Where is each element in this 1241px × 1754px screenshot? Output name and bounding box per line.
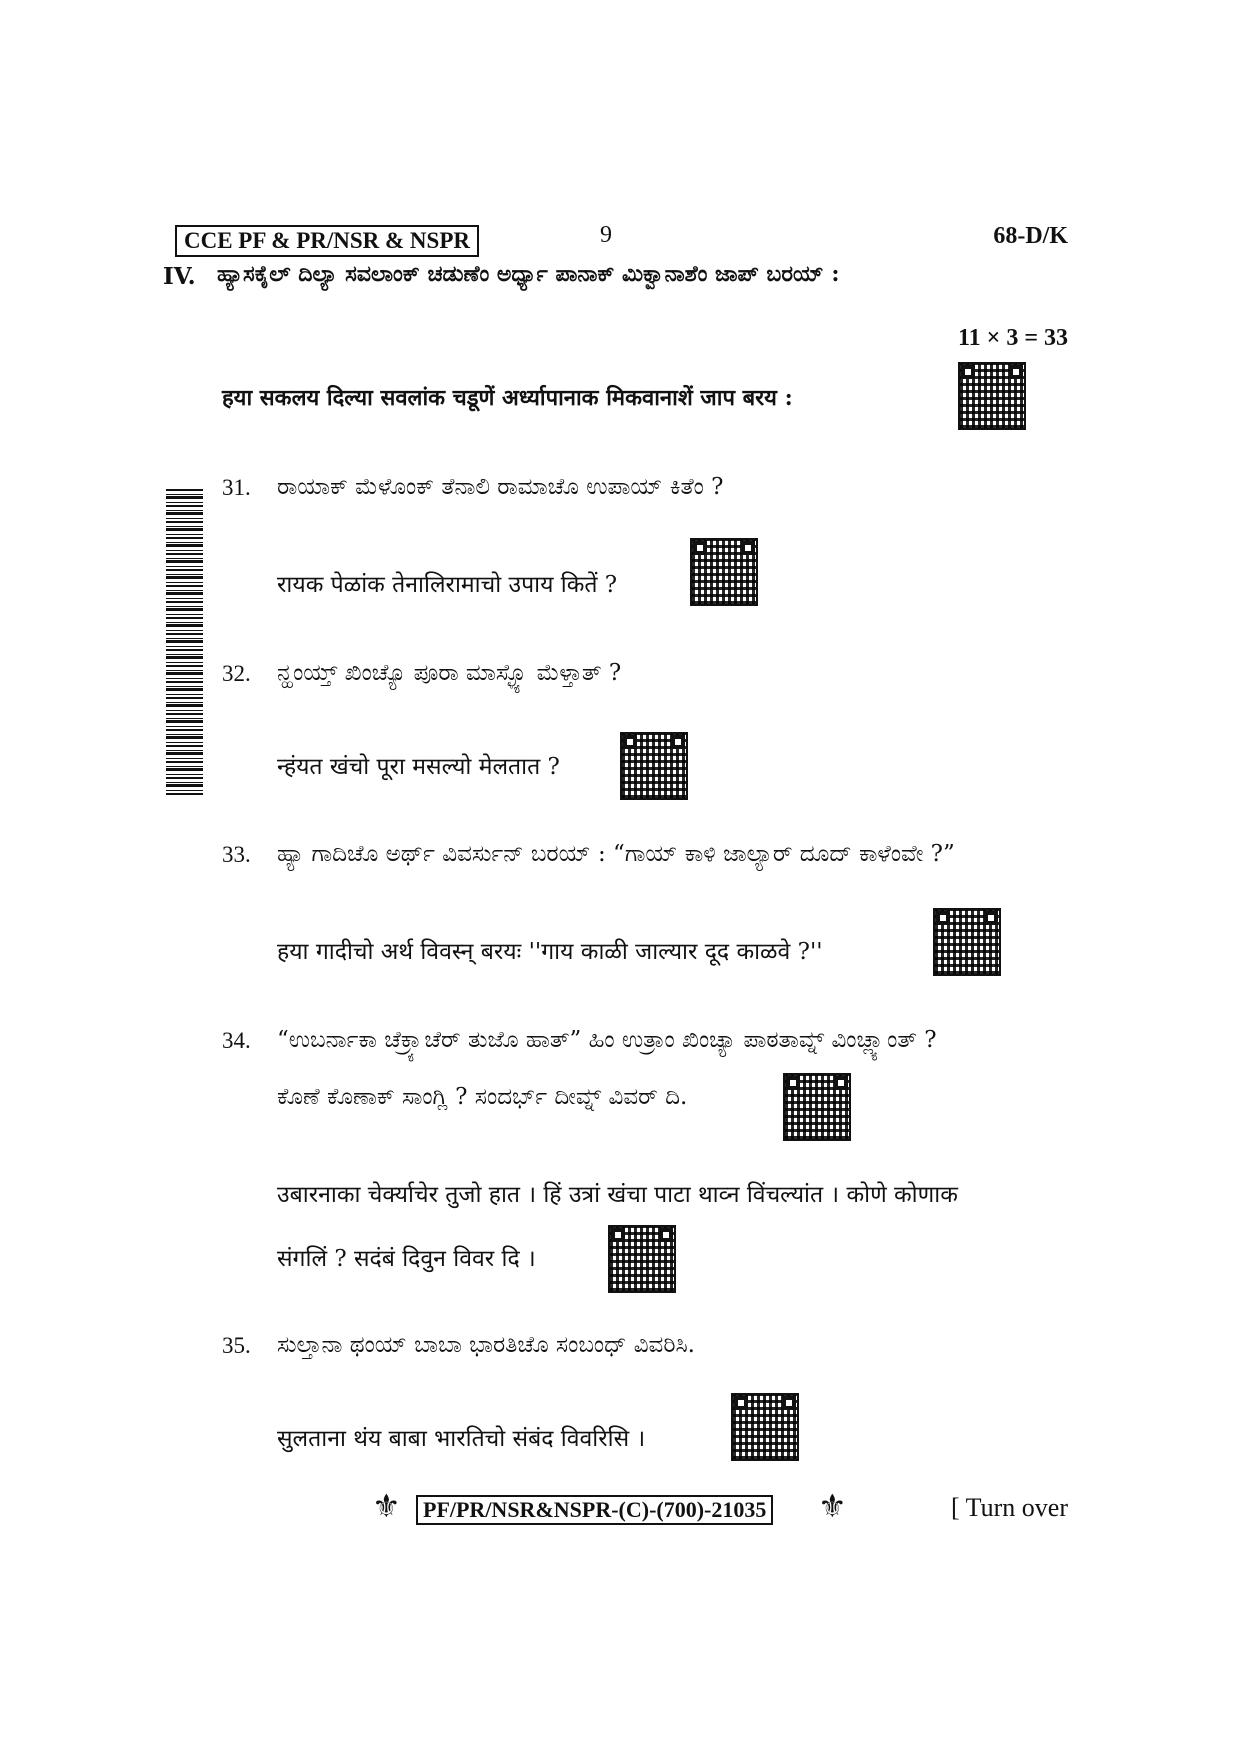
question-number: 34. (222, 1028, 251, 1053)
qr-code-icon (958, 362, 1026, 430)
footer-code-box: PF/PR/NSR&NSPR-(C)-(700)-21035 (416, 1495, 773, 1525)
qr-code-icon (608, 1225, 676, 1293)
qr-code-icon (783, 1073, 851, 1141)
qr-code-icon (690, 538, 758, 606)
flourish-icon: ⚜ (372, 1487, 401, 1525)
question-devanagari-line: रायक पेळांक तेनालिरामाचो उपाय कितें ? (277, 572, 618, 598)
question-devanagari-line: उबारनाका चेर्क्याचेर तुजो हात । हिं उत्रां खंचा पाटा थाव्न विंचल्यांत । कोणे कोणाक (277, 1182, 958, 1208)
qr-code-icon (933, 908, 1001, 976)
question-devanagari-line: न्हंयत खंचो पूरा मसल्यो मेलतात ? (277, 754, 560, 780)
qr-code-icon (620, 732, 688, 800)
header-code-box: CCE PF & PR/NSR & NSPR (175, 225, 479, 257)
question-number: 33. (222, 842, 251, 867)
paper-code: 68-D/K (993, 223, 1068, 249)
turn-over-label: [ Turn over (950, 1493, 1068, 1522)
question-number: 32. (222, 661, 251, 686)
section-instruction-devanagari: हया सकलय दिल्या सवलांक चडूणें अर्ध्यापानाक मिकवानाशें जाप बरय : (222, 385, 793, 411)
section-number: IV. (163, 263, 196, 290)
question-devanagari-line: सुलताना थंय बाबा भारतिचो संबंद विवरिसि । (277, 1426, 646, 1452)
question-number: 31. (222, 475, 251, 500)
question-kannada-line: ಕೊಣೆ ಕೊಣಾಕ್ ಸಾಂಗ್ಲಿ ? ಸಂದರ್ಭ್ ದೀವ್ನ್ ವಿವರ್ ದಿ. (277, 1084, 688, 1110)
section-marks: 11 × 3 = 33 (957, 325, 1068, 351)
section-instruction-kannada: ಹ್ಯಾಸಕೈಲ್ ದಿಲ್ಯಾ ಸವಲಾಂಕ್ ಚಡುಣೆಂ ಅರ್ಧ್ಯಾ ಪಾನಾಕ್ ಮಿಕ್ವಾನಾಶೆಂ ಜಾಪ್ ಬರಯ್ : (217, 261, 840, 287)
question-kannada-line: ನ್ಹಂಯ್ತ್ ಖಿಂಚ್ಯೊ ಪೂರಾ ಮಾಸ್ಳ್ಯೊ ಮೆಳ್ತಾತ್ ? (277, 660, 622, 686)
question-devanagari-line: संगलिं ? सदंबं दिवुन विवर दि । (277, 1246, 536, 1272)
question-devanagari-line: हया गादीचो अर्थ विवस्न् बरयः ''गाय काळी जाल्यार दूद काळवे ?'' (277, 939, 823, 965)
question-kannada-line: “ಉಬರ್ನಾಕಾ ಚೆಕ್ರ್ಯಾಚೆರ್ ತುಜೊ ಹಾತ್” ಹಿಂ ಉತ್ರಾಂ ಖಿಂಚ್ಯಾ ಪಾಠತಾವ್ನ್ ವಿಂಚ್ಲ್ಯಾಂತ್ ? (277, 1027, 937, 1053)
question-kannada-line: ಹ್ಯಾ ಗಾದಿಚೊ ಅರ್ಥ್ ವಿವರ್ಸುನ್ ಬರಯ್ : “ಗಾಯ್ ಕಾಳಿ ಜಾಲ್ಯಾರ್ ದೂದ್ ಕಾಳೆಂವೇ ?” (277, 841, 955, 867)
flourish-icon: ⚜ (818, 1487, 847, 1525)
question-kannada-line: ರಾಯಾಕ್ ಮೆಳೊಂಕ್ ತೆನಾಲಿ ರಾಮಾಚೊ ಉಪಾಯ್ ಕಿತೆಂ ? (277, 474, 724, 500)
qr-code-icon (731, 1393, 799, 1461)
barcode-icon (166, 487, 203, 795)
page-number: 9 (600, 222, 612, 248)
question-kannada-line: ಸುಲ್ತಾನಾ ಥಂಯ್ ಬಾಬಾ ಭಾರತಿಚೊ ಸಂಬಂಧ್ ವಿವರಿಸಿ. (277, 1332, 695, 1358)
question-number: 35. (222, 1333, 251, 1358)
